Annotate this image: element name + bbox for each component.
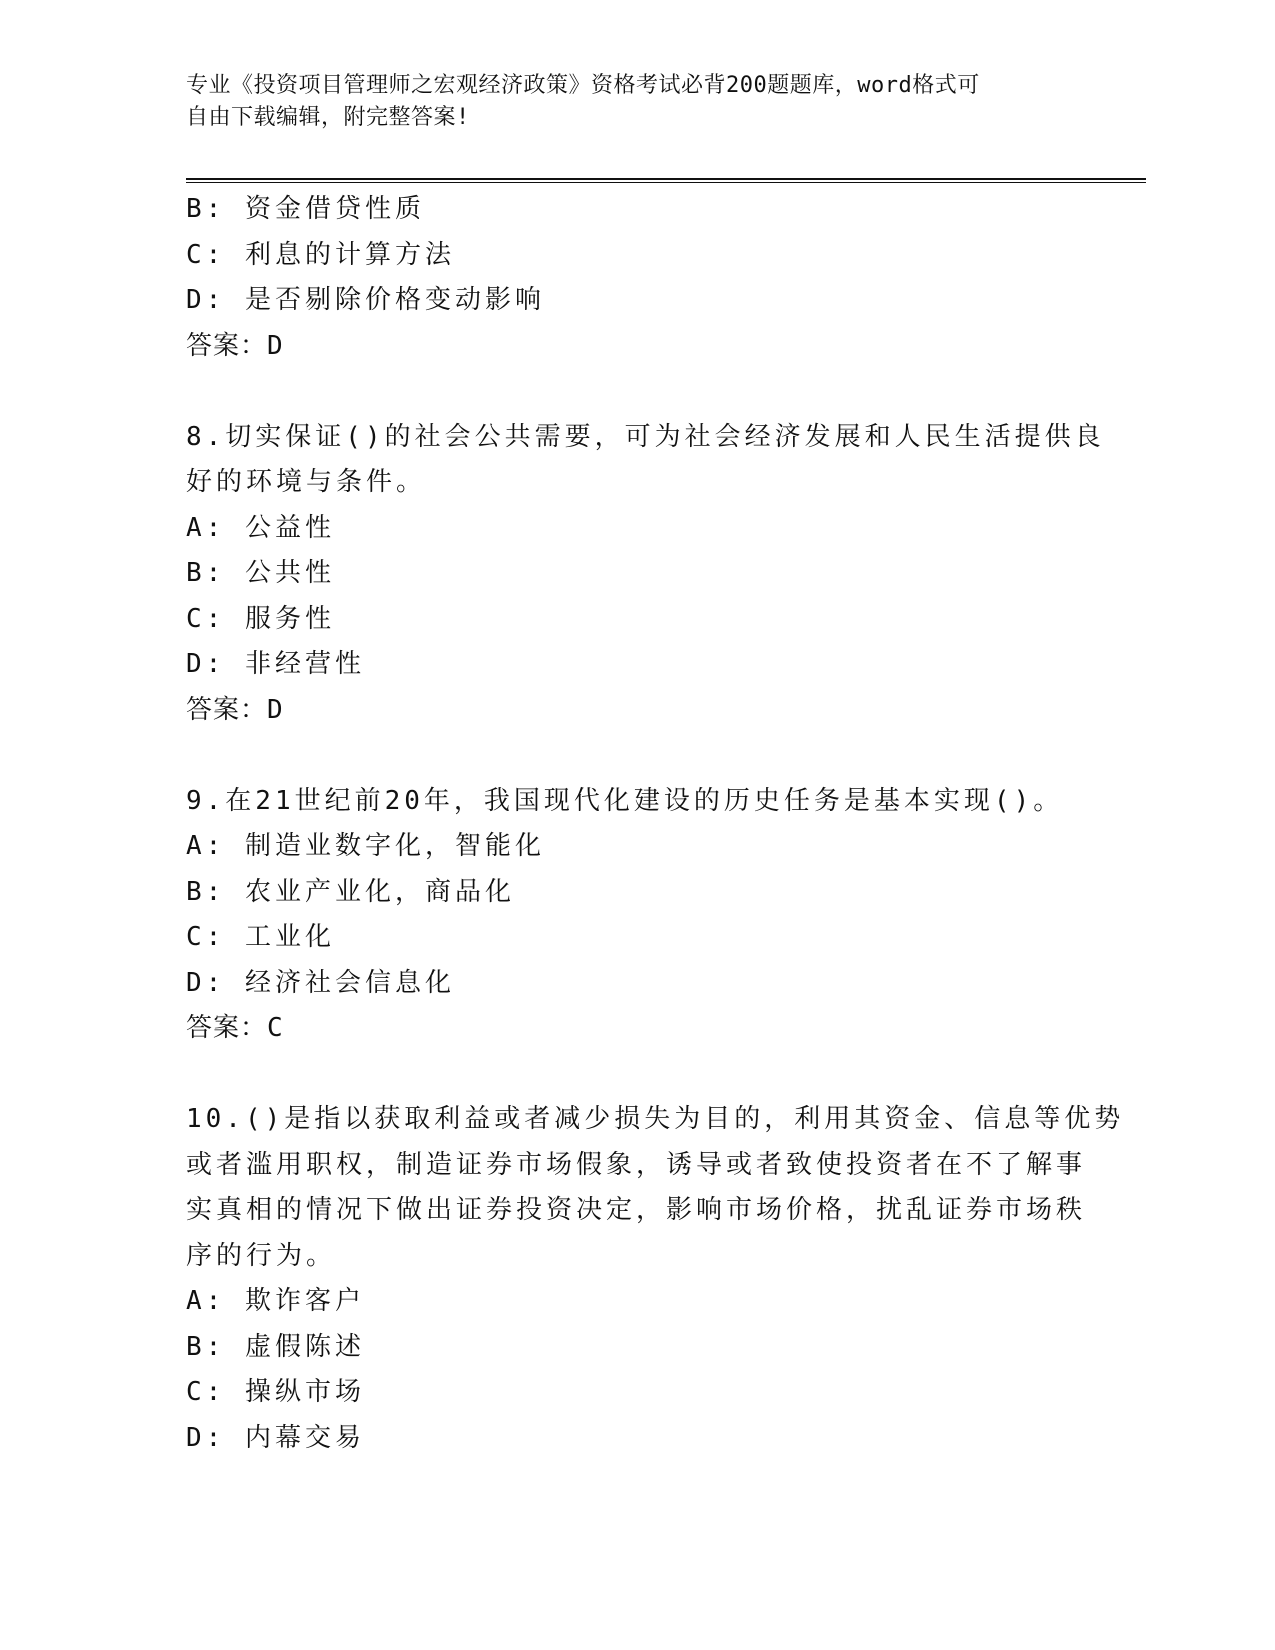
option-b: B: 公共性 xyxy=(186,558,335,588)
option-d: D: 非经营性 xyxy=(186,649,365,679)
header-title-line-1: 专业《投资项目管理师之宏观经济政策》资格考试必背200题题库，word格式可 xyxy=(186,73,980,98)
answer-line: 答案：D xyxy=(186,694,284,725)
answer-line: 答案：D xyxy=(186,330,284,361)
option-c: C: 工业化 xyxy=(186,922,335,952)
question-text: 9.在21世纪前20年，我国现代化建设的历史任务是基本实现()。 xyxy=(186,785,1064,816)
option-a: A: 欺诈客户 xyxy=(186,1286,365,1316)
question-text: 实真相的情况下做出证券投资决定，影响市场价格，扰乱证券市场秩 xyxy=(186,1195,1087,1225)
question-content xyxy=(186,187,1125,1461)
option-d: D: 内幕交易 xyxy=(186,1422,365,1453)
question-text: 序的行为。 xyxy=(186,1240,337,1271)
option-c: C: 服务性 xyxy=(186,603,335,634)
spacer xyxy=(186,369,1106,415)
option-d: D: 经济社会信息化 xyxy=(186,967,455,998)
option-b: B: 虚假陈述 xyxy=(186,1331,365,1362)
spacer xyxy=(186,733,1106,779)
header-divider xyxy=(186,178,1146,183)
option-b: B: 资金借贷性质 xyxy=(186,194,425,224)
question-block-8 xyxy=(186,415,1106,734)
question-text: 8.切实保证()的社会公共需要，可为社会经济发展和人民生活提供良 xyxy=(186,421,1105,452)
option-d: D: 是否剔除价格变动影响 xyxy=(186,285,545,315)
question-block-10 xyxy=(186,1097,1125,1461)
option-c: C: 利息的计算方法 xyxy=(186,239,455,270)
question-text: 10.()是指以获取利益或者减少损失为目的，利用其资金、信息等优势 xyxy=(186,1104,1125,1134)
option-b: B: 农业产业化，商品化 xyxy=(186,876,515,907)
header-title-line-2: 自由下载编辑，附完整答案! xyxy=(186,105,470,130)
option-a: A: 制造业数字化，智能化 xyxy=(186,831,545,861)
spacer xyxy=(186,1052,1106,1098)
answer-line: 答案：C xyxy=(186,1013,284,1043)
question-text: 或者滥用职权，制造证券市场假象，诱导或者致使投资者在不了解事 xyxy=(186,1149,1087,1180)
option-c: C: 操纵市场 xyxy=(186,1377,365,1407)
question-block-9 xyxy=(186,779,1106,1052)
prev-question-block xyxy=(186,187,1106,369)
question-text: 好的环境与条件。 xyxy=(186,467,427,497)
option-a: A: 公益性 xyxy=(186,512,335,543)
page-header xyxy=(186,70,1066,134)
